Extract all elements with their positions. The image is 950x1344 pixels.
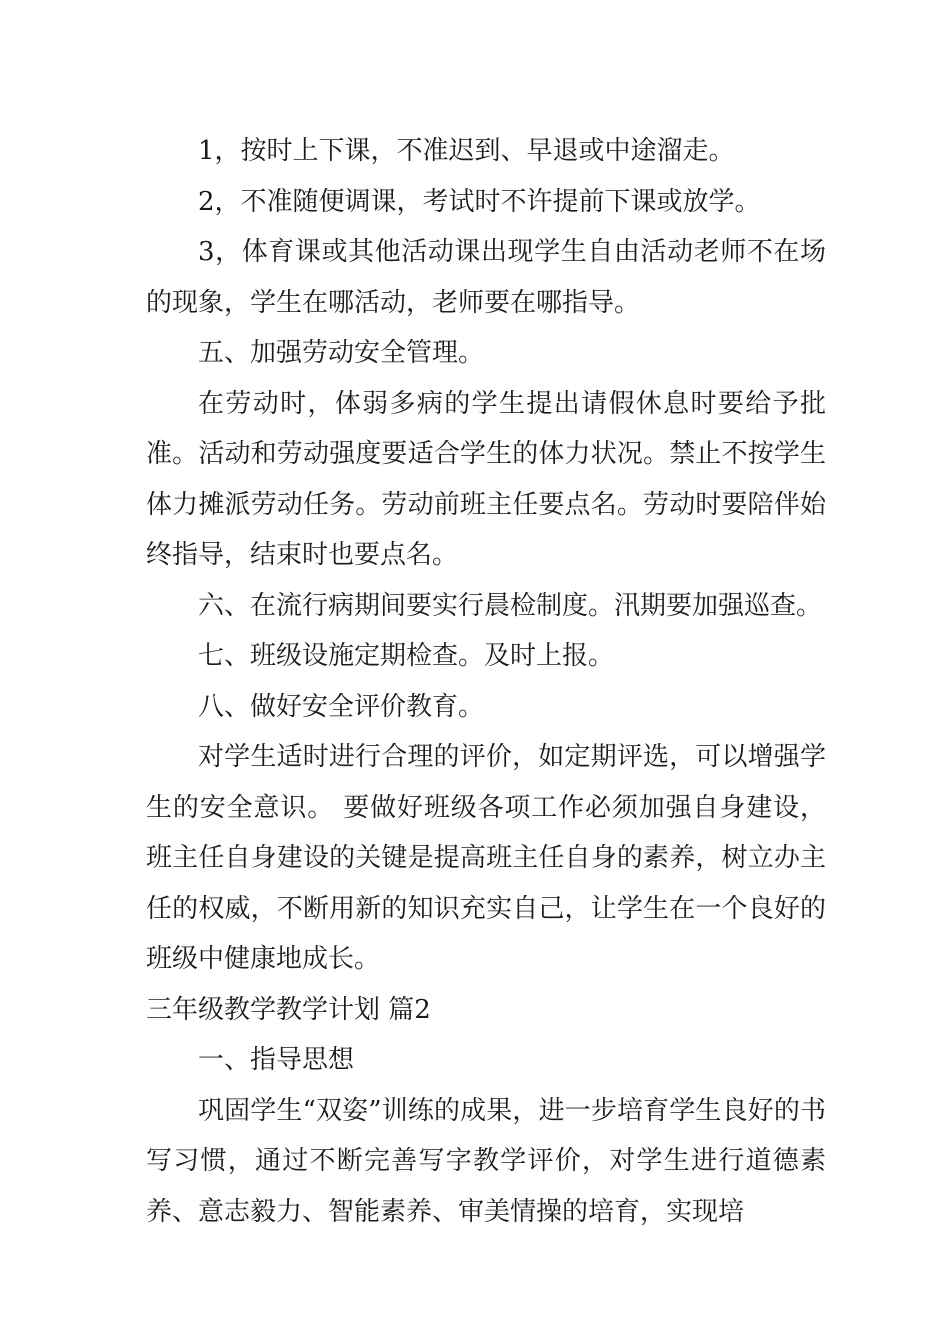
section-heading-6: 六、在流行病期间要实行晨检制度。汛期要加强巡查。 (198, 590, 823, 621)
rule-item-1: 1，按时上下课，不准迟到、早退或中途溜走。 (198, 136, 735, 166)
section-heading-5: 五、加强劳动安全管理。 (198, 338, 485, 368)
document-body (146, 126, 826, 1237)
section-heading-7: 七、班级设施定期检查。及时上报。 (198, 641, 615, 671)
rule-item-3: 3，体育课或其他活动课出现学生自由活动老师不在场的现象，学生在哪活动，老师要在哪指导。 (146, 237, 826, 318)
rule-item-2: 2，不准随便调课，考试时不许提前下课或放学。 (198, 186, 761, 217)
plan-title: 三年级教学教学计划 篇2 (146, 994, 431, 1025)
section-5-body: 在劳动时，体弱多病的学生提出请假休息时要给予批准。活动和劳动强度要适合学生的体力状况。禁止不按学生体力摊派劳动任务。劳动前班主任要点名。劳动时要陪伴始终指导，结束时也要点名。 (146, 388, 826, 570)
section-8-body: 对学生适时进行合理的评价，如定期评选，可以增强学生的安全意识。 要做好班级各项工作必须加强自身建设，班主任自身建设的关键是提高班主任自身的素养，树立办主任的权威，不断用新的知识充实自己，让学生在一个良好的班级中健康地成长。 (146, 742, 826, 974)
guiding-idea-body: 巩固学生“双姿”训练的成果，进一步培育学生良好的书写习惯，通过不断完善写字教学评价，对学生进行道德素养、意志毅力、智能素养、审美情操的培育，实现培 (146, 1095, 826, 1227)
section-heading-guiding-idea: 一、指导思想 (198, 1045, 355, 1075)
section-heading-8: 八、做好安全评价教育。 (198, 691, 485, 722)
